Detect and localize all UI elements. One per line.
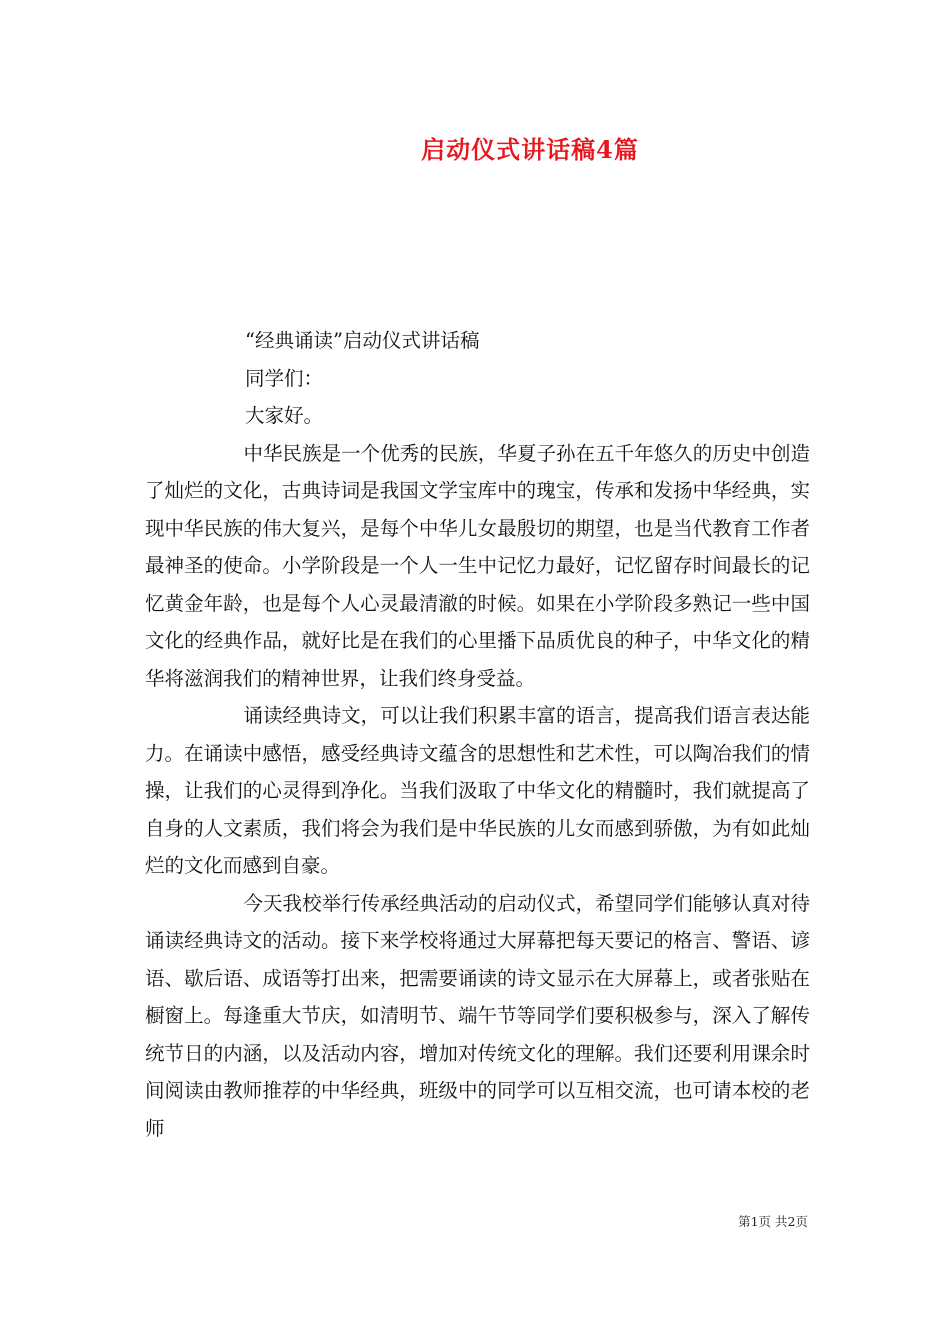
greeting: 大家好。	[245, 404, 324, 427]
paragraph-3: 今天我校举行传承经典活动的启动仪式，希望同学们能够认真对待诵读经典诗文的活动。接下来学校将通过大屏幕把每天要记的格言、警语、谚语、歇后语、成语等打出来，把需要诵读的诗文显示在大屏幕上，或者张贴在橱窗上。每逢重大节庆，如清明节、端午节等同学们要积极参与，深入了解传统节日的内涵，以及活动内容，增加对传统文化的理解。我们还要利用课余时间阅读由教师推荐的中华经典，班级中的同学可以互相交流，也可请本校的老师	[145, 891, 810, 1140]
speech-subtitle: “经典诵读”启动仪式讲话稿	[245, 329, 480, 352]
paragraph-1: 中华民族是一个优秀的民族，华夏子孙在五千年悠久的历史中创造了灿烂的文化，古典诗词是我国文学宝库中的瑰宝，传承和发扬中华经典，实现中华民族的伟大复兴，是每个中华儿女最殷切的期望，也是当代教育工作者最神圣的使命。小学阶段是一个人一生中记忆力最好，记忆留存时间最长的记忆黄金年龄，也是每个人心灵最清澈的时候。如果在小学阶段多熟记一些中国文化的经典作品，就好比是在我们的心里播下品质优良的种子，中华文化的精华将滋润我们的精神世界，让我们终身受益。	[145, 441, 810, 690]
document-title: 启动仪式讲话稿4篇	[421, 135, 639, 164]
salutation: 同学们：	[245, 366, 324, 390]
document-body	[145, 322, 810, 1147]
page-number: 第1页 共2页	[738, 1214, 808, 1229]
paragraph-2: 诵读经典诗文，可以让我们积累丰富的语言，提高我们语言表达能力。在诵读中感悟，感受经典诗文蕴含的思想性和艺术性，可以陶冶我们的情操，让我们的心灵得到净化。当我们汲取了中华文化的精髓时，我们就提高了自身的人文素质，我们将会为我们是中华民族的儿女而感到骄傲，为有如此灿烂的文化而感到自豪。	[145, 704, 810, 877]
